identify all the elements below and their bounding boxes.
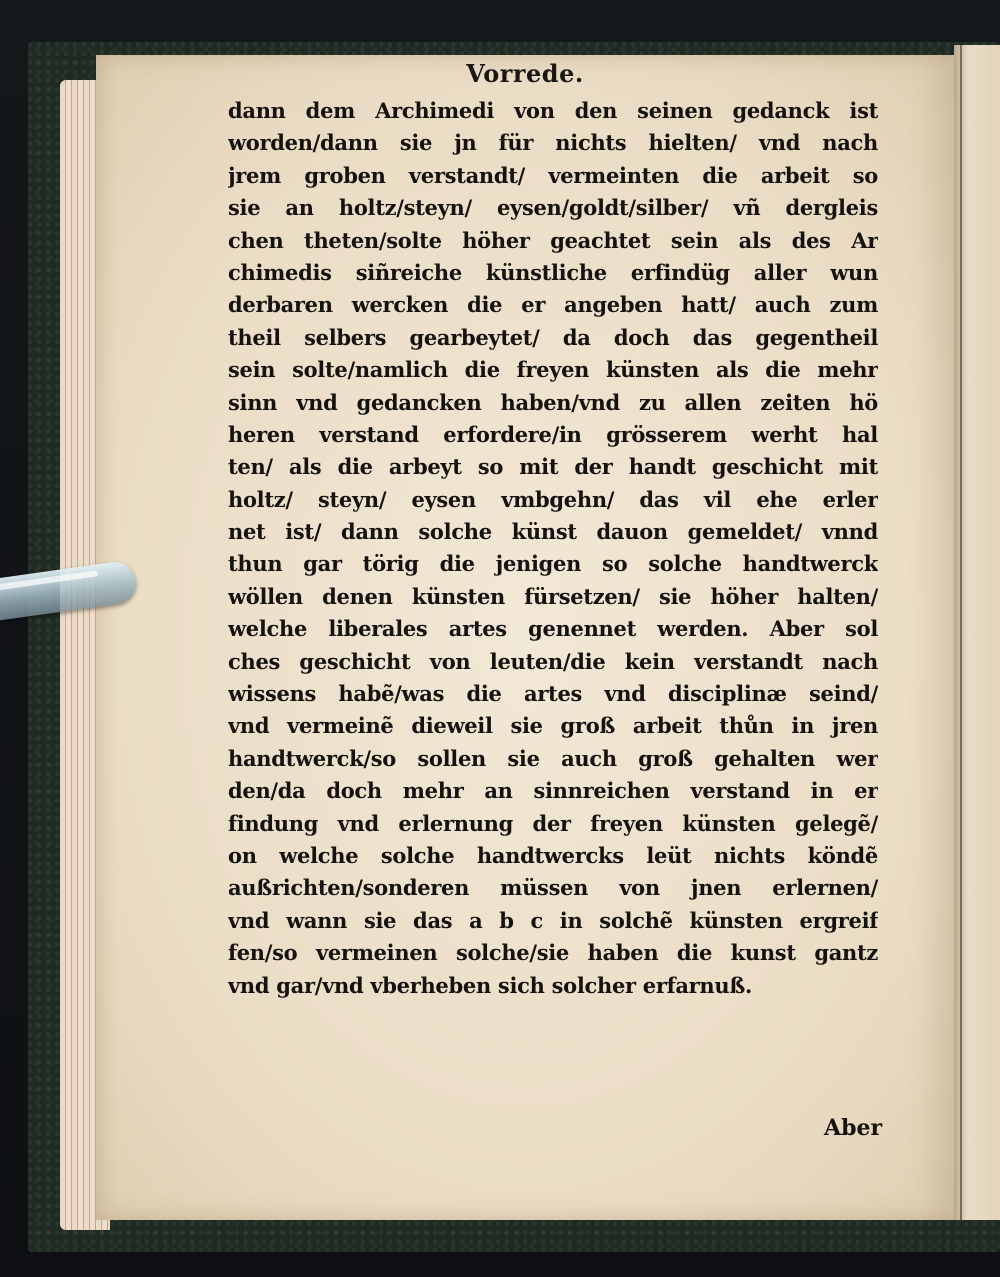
text-line: worden/dann sie jn für nichts hielten/ vnd nach (228, 130, 878, 156)
text-line: wöllen denen künsten fürsetzen/ sie höher halten/ (228, 583, 878, 609)
text-line: sie an holtz/steyn/ eysen/goldt/silber/ vñ dergleis (228, 195, 878, 221)
text-line: handtwerck/so sollen sie auch groß gehalten wer (228, 745, 878, 771)
text-line: net ist/ dann solche künst dauon gemeldet/ vnnd (228, 519, 878, 545)
text-line: findung vnd erlernung der freyen künsten gelegẽ/ (228, 810, 878, 836)
text-line: theil selbers gearbeytet/ da doch das gegentheil (228, 324, 878, 350)
text-line: dann dem Archimedi von den seinen gedanck ist (228, 98, 878, 123)
text-line: den/da doch mehr an sinnreichen verstand in er (228, 778, 878, 804)
text-line: jrem groben verstandt/ vermeinten die arbeit so (228, 162, 878, 188)
text-line: sinn vnd gedancken haben/vnd zu allen zeiten hö (228, 389, 878, 415)
text-line: ten/ als die arbeyt so mit der handt geschicht mit (228, 454, 878, 480)
text-line: sein solte/namlich die freyen künsten als die mehr (228, 357, 878, 383)
clip-highlight (0, 570, 98, 591)
text-line: außrichten/sonderen müssen von jnen erlernen/ (228, 875, 878, 901)
text-line: wissens habẽ/was die artes vnd disciplinæ seind/ (228, 681, 878, 707)
text-line: vnd gar/vnd vberheben sich solcher erfarnuß. (228, 972, 753, 998)
text-line: thun gar törig die jenigen so solche handtwerck (228, 551, 878, 577)
gutter (960, 45, 962, 1220)
text-block (228, 95, 878, 1002)
text-line: chen theten/solte höher geachtet sein als des Ar (228, 227, 878, 253)
text-line: fen/so vermeinen solche/sie haben die kunst gantz (228, 940, 878, 966)
text-line: holtz/ steyn/ eysen vmbgehn/ das vil ehe erler (228, 486, 878, 512)
text-line: vnd vermeinẽ dieweil sie groß arbeit thůn in jren (228, 713, 878, 739)
text-line: welche liberales artes genennet werden. Aber sol (228, 616, 878, 642)
text-line: heren verstand erfordere/in grösserem werht hal (228, 421, 878, 447)
text-line: ches geschicht von leuten/die kein verstandt nach (228, 648, 878, 674)
catchword: Aber (824, 1115, 883, 1141)
text-line: derbaren wercken die er angeben hatt/ auch zum (228, 292, 878, 318)
book-page (96, 55, 954, 1220)
text-line: vnd wann sie das a b c in solchẽ künsten ergreif (228, 907, 878, 933)
text-line: chimedis siñreiche künstliche erfindüg aller wun (228, 259, 878, 285)
text-line: on welche solche handtwercks leüt nichts köndẽ (228, 842, 878, 868)
running-head: Vorrede. (466, 59, 584, 88)
